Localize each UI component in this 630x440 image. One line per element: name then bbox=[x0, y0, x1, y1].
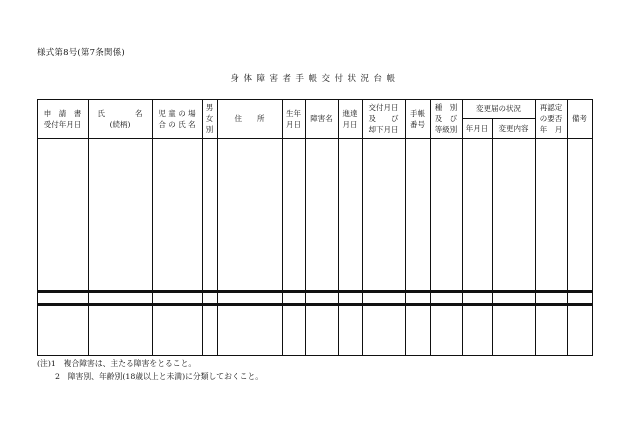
header-progress-date bbox=[338, 99, 362, 138]
header-issue-date bbox=[362, 99, 405, 138]
header-sex bbox=[202, 99, 217, 138]
header-line: 却下月日 bbox=[368, 125, 399, 134]
form-number: 様式第8号(第7条関係) bbox=[37, 48, 125, 58]
header-line: 女 bbox=[205, 114, 214, 123]
header-line: 手帳 bbox=[410, 108, 425, 118]
header-line: 進達 bbox=[342, 108, 358, 118]
header-line: 月日 bbox=[342, 119, 358, 129]
header-line: 男 bbox=[205, 103, 214, 112]
header-line: 氏 名 bbox=[97, 108, 143, 118]
header-line: の要否 bbox=[539, 114, 563, 123]
header-line: 住 所 bbox=[234, 114, 265, 123]
header-line: 及 び bbox=[368, 114, 399, 123]
header-remarks bbox=[567, 99, 592, 138]
header-recertification bbox=[535, 99, 567, 138]
header-line: 番号 bbox=[410, 119, 425, 129]
header-disability-name bbox=[305, 99, 338, 138]
header-line: 障害名 bbox=[310, 114, 333, 123]
table-bottom-border bbox=[37, 355, 592, 356]
double-rule-bottom bbox=[37, 303, 592, 306]
header-line: 申 請 書 bbox=[43, 108, 82, 118]
header-line: 年 月 bbox=[539, 125, 563, 134]
header-line: 変更届の状況 bbox=[476, 104, 521, 113]
header-category-grade bbox=[430, 99, 462, 138]
header-line: 年月日 bbox=[465, 123, 489, 133]
header-birth-date bbox=[282, 99, 305, 138]
header-line: 種 別 bbox=[434, 103, 458, 112]
column-rule-15 bbox=[592, 99, 593, 356]
header-bottom-rule bbox=[37, 138, 592, 139]
header-change-status bbox=[462, 99, 535, 118]
header-handbook-number bbox=[405, 99, 430, 138]
header-address bbox=[217, 99, 282, 138]
header-line: 生年 bbox=[286, 108, 301, 118]
header-line: 及 び bbox=[434, 114, 458, 123]
header-line: 変更内容 bbox=[498, 123, 529, 133]
document-title: 身体障害者手帳交付状況台帳 bbox=[230, 74, 400, 84]
header-line: 備考 bbox=[572, 114, 587, 123]
header-line: 別 bbox=[205, 125, 214, 134]
header-name bbox=[88, 99, 152, 138]
header-line: 等級別 bbox=[434, 125, 458, 134]
header-application-date bbox=[37, 99, 88, 138]
header-change-date bbox=[462, 118, 492, 138]
column-rule-12 bbox=[492, 118, 493, 356]
header-line: 月日 bbox=[286, 119, 301, 129]
header-line: (続柄) bbox=[109, 119, 131, 129]
ledger-table bbox=[37, 99, 592, 355]
header-line: 児 童 の 場 bbox=[158, 108, 196, 118]
header-line: 受付年月日 bbox=[43, 119, 82, 129]
header-child-name bbox=[152, 99, 202, 138]
header-line: 交付月日 bbox=[368, 103, 399, 112]
note-1: (注)1 複合障害は、主たる障害をとること。 bbox=[37, 359, 197, 368]
note-2: 2 障害別、年齢別(18歳以上と未満)に分類しておくこと。 bbox=[55, 372, 264, 381]
double-rule-top bbox=[37, 290, 592, 293]
header-line: 合 の 氏 名 bbox=[158, 119, 196, 129]
notes bbox=[37, 357, 263, 383]
header-change-content bbox=[492, 118, 535, 138]
header-line: 再認定 bbox=[539, 103, 563, 112]
